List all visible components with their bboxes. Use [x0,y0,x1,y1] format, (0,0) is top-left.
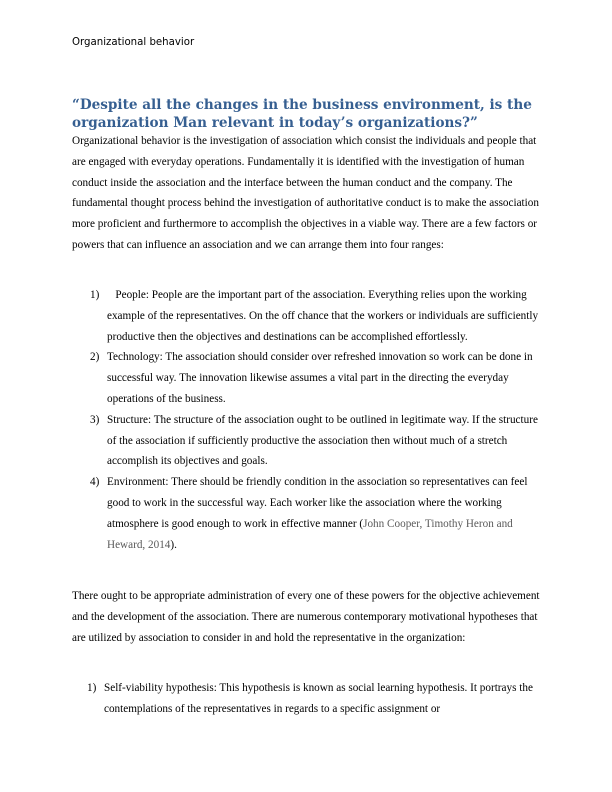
citation: John Cooper, Timothy Heron and Heward, 2014 [107,517,513,551]
list-item-text: Self-viability hypothesis: This hypothesis is known as social learning hypothesis. It portrays the contemplations of the representatives in regards to a specific assignment or [104,682,533,715]
body-paragraph: There ought to be appropriate administration of every one of these powers for the objective achievement and the development of the association. There are numerous contemporary motivational hypotheses that are utilized by association to consider in and hold the representative in the organization: [72,590,540,644]
list-number: 1) [90,289,100,301]
running-header: Organizational behavior [72,37,195,48]
list-number: 3) [90,413,100,426]
list-item [72,347,542,409]
essay-title: “Despite all the changes in the business environment, is the organization Man relevant in today’s organizations?” [72,97,532,131]
list-item-text: Technology: The association should consider over refreshed innovation so work can be done in successful way. The innovation likewise assumes a vital part in the directing the everyday operations of the business. [107,351,533,405]
list-number: 1) [87,682,97,694]
list-item-text: Environment: There should be friendly condition in the association so representatives can feel good to work in the successful way. Each worker like the association where the working atmosphere is good enough to work in effective manner ( [107,476,528,530]
citation-tail: ). [170,538,177,551]
list-item [72,678,542,720]
list-item-text: People: People are the important part of the association. Everything relies upon the working example of the representatives. On the off chance that the workers or individuals are sufficiently productive then the objectives and destinations can be accomplished effortlessly. [107,289,541,343]
factors-list [72,285,542,555]
list-item [72,285,542,347]
intro-paragraph: Organizational behavior is the investigation of association which consist the individuals and people that are engaged with everyday operations. Fundamentally it is identified with the investigation of human conduct inside the association and the interface between the human conduct and the company. The fundamental thought process behind the investigation of authoritative conduct is to make the association more proficient and furthermore to accomplish the objectives in a viable way. There are a few factors or powers that can influence an association and we can arrange them into four ranges: [72,135,539,251]
list-item-text: Structure: The structure of the association ought to be outlined in legitimate way. If the structure of the association if sufficiently productive the association then without much of a stretch accomplish its objectives and goals. [107,413,538,468]
list-item [72,472,542,555]
list-number: 4) [90,476,100,489]
list-number: 2) [90,351,100,364]
hypotheses-list [72,678,542,720]
list-item [72,410,542,472]
